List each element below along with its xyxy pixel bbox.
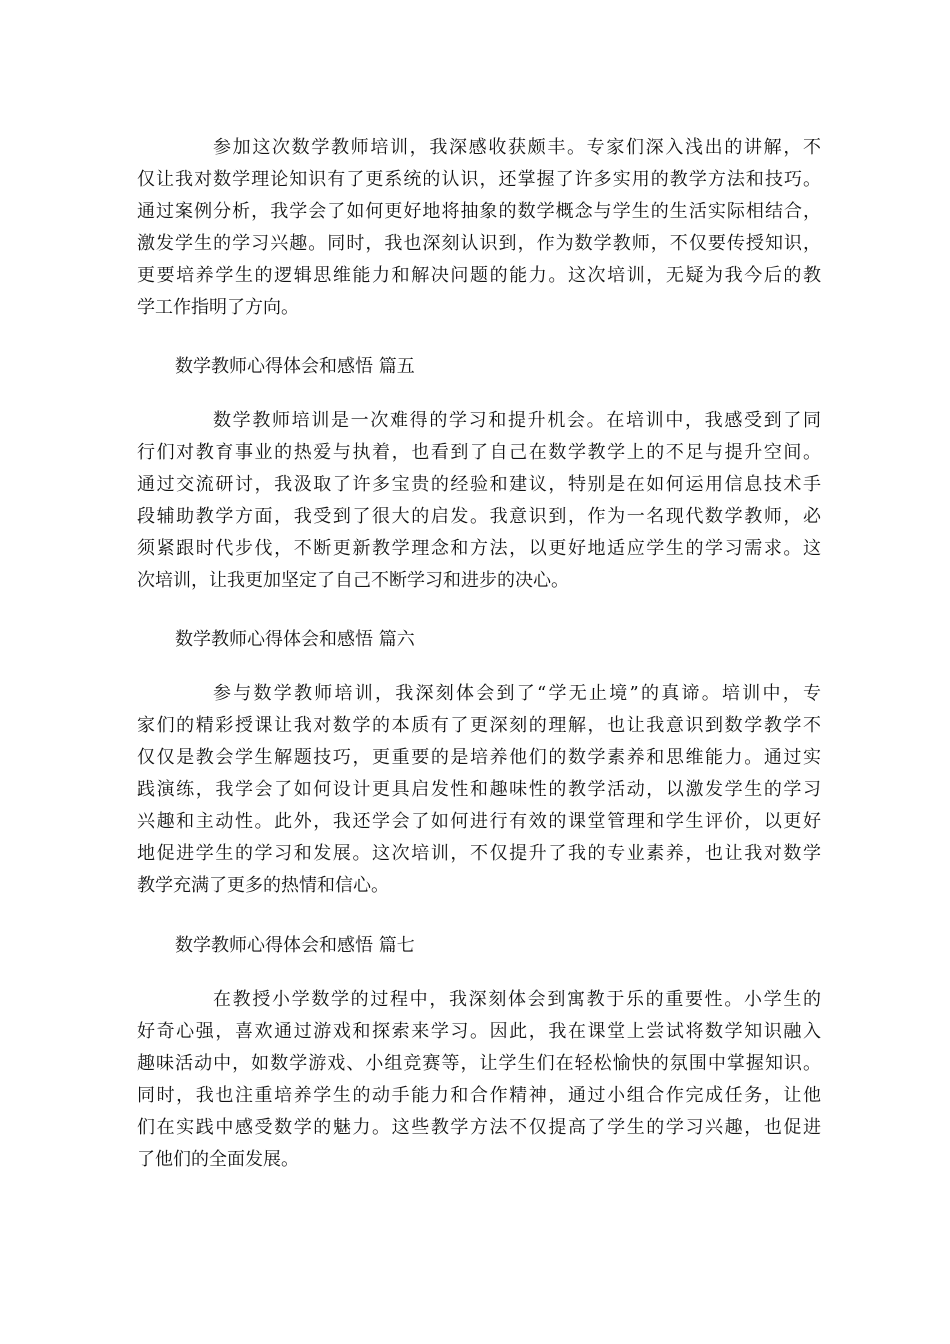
paragraph-line: 仅让我对数学理论知识有了更系统的认识，还掌握了许多实用的教学方法和技巧。 [137, 169, 821, 190]
paragraph-line: 仅仅是教会学生解题技巧，更重要的是培养他们的数学素养和思维能力。通过实 [137, 747, 821, 768]
paragraph-line: 数学教师培训是一次难得的学习和提升机会。在培训中，我感受到了同 [213, 410, 821, 431]
paragraph-line: 学工作指明了方向。 [137, 297, 299, 318]
paragraph-4 [137, 132, 821, 324]
paragraph-line: 在教授小学数学的过程中，我深刻体会到寓教于乐的重要性。小学生的 [213, 989, 821, 1010]
paragraph-line: 参加这次数学教师培训，我深感收获颇丰。专家们深入浅出的讲解，不 [213, 137, 821, 158]
paragraph-line: 趣味活动中，如数学游戏、小组竞赛等，让学生们在轻松愉快的氛围中掌握知识。 [137, 1053, 821, 1074]
paragraph-line: 们在实践中感受数学的魅力。这些教学方法不仅提高了学生的学习兴趣，也促进 [137, 1117, 821, 1138]
paragraph-line: 兴趣和主动性。此外，我还学会了如何进行有效的课堂管理和学生评价，以更好 [137, 811, 821, 832]
paragraph-5 [137, 405, 821, 597]
paragraph-line: 践演练，我学会了如何设计更具启发性和趣味性的教学活动，以激发学生的学习 [137, 779, 821, 800]
paragraph-line: 了他们的全面发展。 [137, 1149, 299, 1170]
section-heading-7: 数学教师心得体会和感悟 篇七 [175, 935, 415, 956]
section-heading-6: 数学教师心得体会和感悟 篇六 [175, 629, 415, 650]
paragraph-line: 地促进学生的学习和发展。这次培训，不仅提升了我的专业素养，也让我对数学 [137, 843, 821, 864]
paragraph-line: 行们对教育事业的热爱与执着，也看到了自己在数学教学上的不足与提升空间。 [137, 442, 821, 463]
section-heading-5: 数学教师心得体会和感悟 篇五 [175, 356, 415, 377]
paragraph-line: 通过案例分析，我学会了如何更好地将抽象的数学概念与学生的生活实际相结合， [137, 201, 821, 222]
paragraph-line: 同时，我也注重培养学生的动手能力和合作精神，通过小组合作完成任务，让他 [137, 1085, 821, 1106]
paragraph-line: 激发学生的学习兴趣。同时，我也深刻认识到，作为数学教师，不仅要传授知识， [137, 233, 821, 254]
paragraph-6 [137, 678, 821, 902]
paragraph-line: 好奇心强，喜欢通过游戏和探索来学习。因此，我在课堂上尝试将数学知识融入 [137, 1021, 821, 1042]
paragraph-line: 教学充满了更多的热情和信心。 [137, 875, 389, 896]
paragraph-line: 参与数学教师培训，我深刻体会到了“学无止境”的真谛。培训中，专 [213, 683, 821, 704]
paragraph-7 [137, 984, 821, 1176]
paragraph-line: 更要培养学生的逻辑思维能力和解决问题的能力。这次培训，无疑为我今后的教 [137, 265, 821, 286]
paragraph-line: 通过交流研讨，我汲取了许多宝贵的经验和建议，特别是在如何运用信息技术手 [137, 474, 821, 495]
paragraph-line: 次培训，让我更加坚定了自己不断学习和进步的决心。 [137, 570, 569, 591]
paragraph-line: 家们的精彩授课让我对数学的本质有了更深刻的理解，也让我意识到数学教学不 [137, 715, 821, 736]
paragraph-line: 须紧跟时代步伐，不断更新教学理念和方法，以更好地适应学生的学习需求。这 [137, 538, 821, 559]
paragraph-line: 段辅助教学方面，我受到了很大的启发。我意识到，作为一名现代数学教师，必 [137, 506, 821, 527]
